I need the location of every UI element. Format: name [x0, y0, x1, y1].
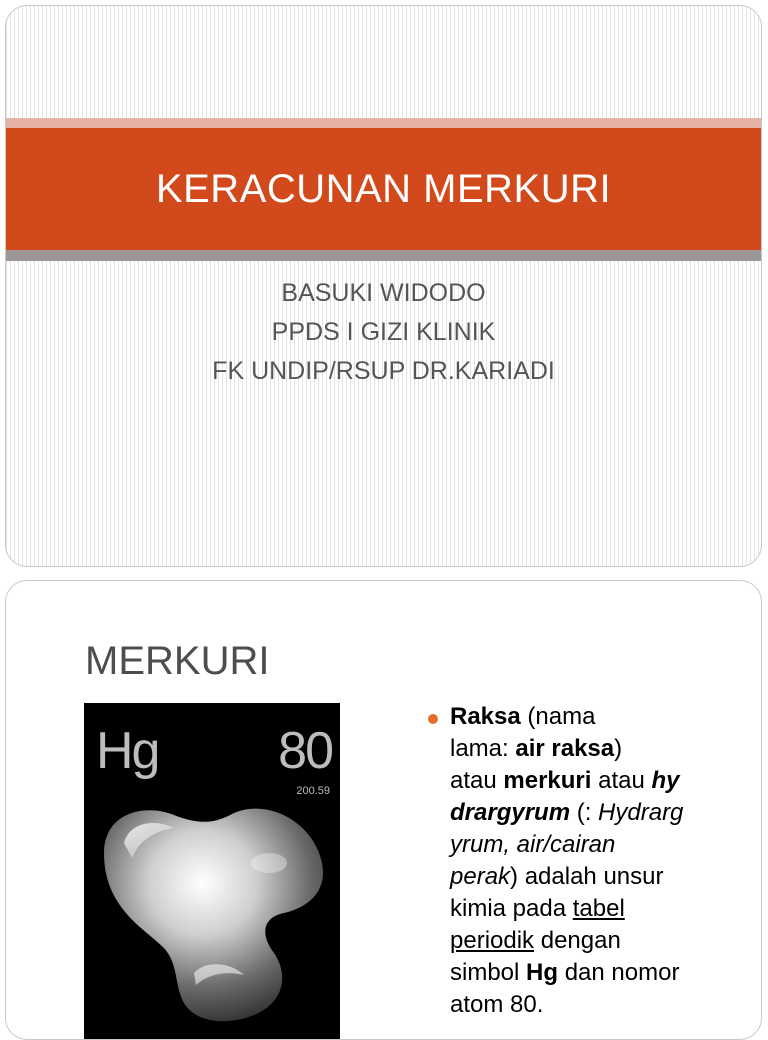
bullet-text-block [430, 701, 720, 1021]
subtitle-author: BASUKI WIDODO [281, 279, 486, 307]
element-atomic-mass: 200.59 [296, 785, 330, 797]
bullet-line: drargyrum (: Hydrarg [450, 799, 684, 826]
subtitle-block [6, 274, 761, 391]
title-band [6, 128, 761, 250]
subtitle-institution: FK UNDIP/RSUP DR.KARIADI [212, 357, 555, 385]
content-slide [5, 580, 762, 1040]
bullet-line: simbol Hg dan nomor [450, 959, 680, 986]
title-slide [5, 5, 762, 567]
title-top-accent-band [6, 118, 761, 128]
bullet-line: atom 80. [450, 991, 544, 1018]
element-symbol: Hg [96, 722, 159, 780]
bullet-line: kimia pada tabel [450, 895, 625, 922]
bullet-line: perak) adalah unsur [450, 863, 664, 890]
bullet-line: periodik dengan [450, 927, 621, 954]
bullet-line: yrum, air/cairan [450, 831, 616, 858]
title-bottom-accent-band [6, 250, 761, 261]
subtitle-program: PPDS I GIZI KLINIK [271, 318, 496, 346]
bullet-line: lama: air raksa) [450, 735, 623, 762]
bullet-line: Raksa (nama [450, 703, 596, 730]
slide-title: KERACUNAN MERKURI [155, 166, 612, 211]
mercury-element-image [84, 703, 340, 1040]
slide-heading: MERKURI [85, 639, 270, 683]
element-atomic-number: 80 [278, 722, 332, 780]
bullet-line: atau merkuri atau hy [450, 767, 680, 794]
